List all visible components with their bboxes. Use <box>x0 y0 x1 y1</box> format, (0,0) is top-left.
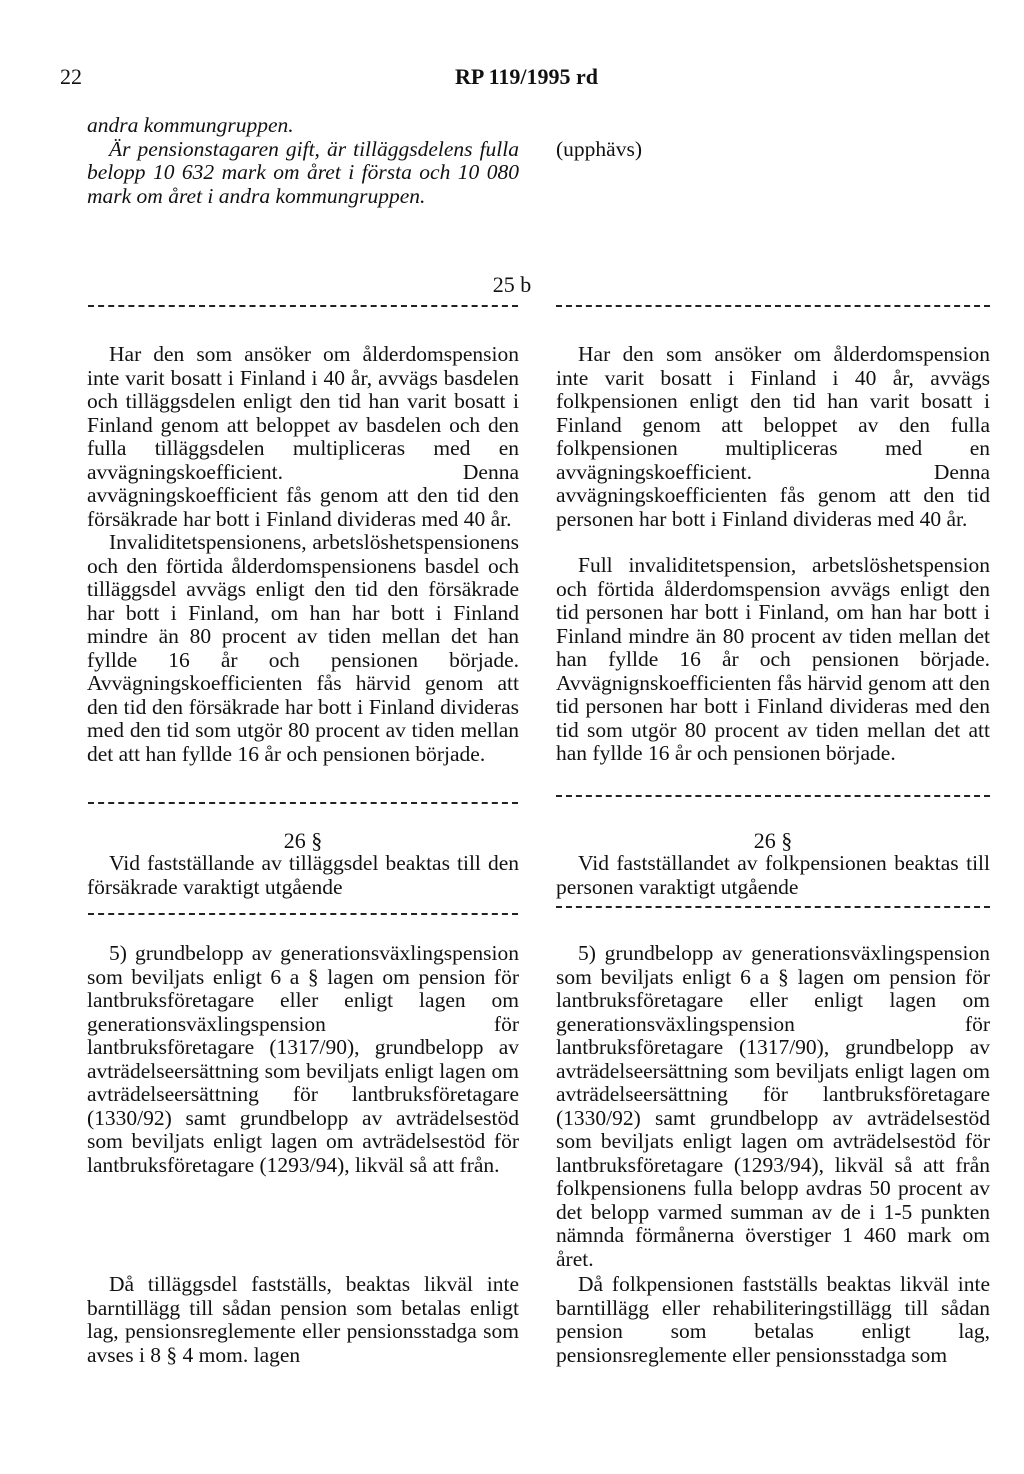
paragraph: Då folkpensionen fastställs beaktas likväl inte barntillägg eller rehabiliteringstillägg till sådan pension som betalas enligt lag, pensionsreglemente eller pensionsstadga som <box>556 1272 990 1367</box>
repealed-note: (upphävs) <box>556 137 642 161</box>
paragraph: Vid fastställande av tilläggsdel beaktas till den försäkrade varaktigt utgående <box>87 851 519 899</box>
paragraph: 5) grundbelopp av generationsväxlingspension som beviljats enligt 6 a § lagen om pension för lantbruksföretagare eller enligt lagen om generationsväxlingspension för lantbruksföretagare (1317/90), grundbelopp av avträdelseersättning som beviljats enligt lagen om avträdelseersättning för lantbruksföretagare (1330/92) samt grundbelopp av avträdelsestöd som beviljats enligt lagen om avträdelsestöd för lantbruksföretagare (1293/94), likväl så att från folkpensionens fulla belopp avdras 50 procent av det belopp varmed summan av de i 1-5 punkten nämnda förmånerna överstiger 1 460 mark om året. <box>556 941 990 1271</box>
section-26-left-last <box>87 1273 519 1367</box>
section-26-left-intro <box>87 852 519 899</box>
section-26-left-item5 <box>87 942 519 1177</box>
section-26-heading-right: 26 § <box>753 828 793 853</box>
section-25b-heading: 25 b <box>492 272 532 297</box>
top-right-text <box>556 138 990 162</box>
top-left-paragraph: Är pensionstagaren gift, är tilläggsdelens fulla belopp 10 632 mark om året i första och 10 080 mark om året i andra kommungruppen. <box>87 136 519 208</box>
section-25b-left <box>87 343 519 766</box>
top-left-text <box>87 114 519 208</box>
paragraph: Vid fastställandet av folkpensionen beaktas till personen varaktigt utgående <box>556 851 990 899</box>
section-26-right-last <box>556 1273 990 1367</box>
paragraph: Invaliditetspensionens, arbetslöshetspensionens och den förtida ålderdomspensionens basdel och tilläggsdel avvägs enligt den tid den försäkrade har bott i Finland, om han har bott i Finland mindre än 80 procent av tiden mellan det han fyllde 16 år och pensionen började. Avvägningskoefficienten fås härvid genom att den tid den försäkrade har bott i Finland divideras med den tid som utgör 80 procent av tiden mellan det att han fyllde 16 år och pensionen började. <box>87 530 519 766</box>
top-left-line1: andra kommungruppen. <box>87 113 294 137</box>
omission-dashes <box>88 913 518 915</box>
paragraph: Har den som ansöker om ålderdomspension inte varit bosatt i Finland i 40 år, avvägs folkpensionen enligt den tid han varit bosatt i Finland genom att beloppet av den fulla folkpensionen multipliceras med en avvägningskoefficient. Denna avvägningskoefficienten fås genom att den tid personen har bott i Finland divideras med 40 år. <box>556 342 990 531</box>
omission-dashes <box>556 795 990 797</box>
paragraph: Då tilläggsdel fastställs, beaktas likväl inte barntillägg till sådan pension som betalas enligt lag, pensionsreglemente eller pensionsstadga som avses i 8 § 4 mom. lagen <box>87 1272 519 1367</box>
paragraph: 5) grundbelopp av generationsväxlingspension som beviljats enligt 6 a § lagen om pension för lantbruksföretagare eller enligt lagen om generationsväxlingspension för lantbruksföretagare (1317/90), grundbelopp av avträdelseersättning som beviljats enligt lagen om avträdelseersättning för lantbruksföretagare (1330/92) samt grundbelopp av avträdelsestöd som beviljats enligt lagen om avträdelsestöd för lantbruksföretagare (1293/94), likväl så att från. <box>87 941 519 1177</box>
document-id: RP 119/1995 rd <box>455 64 599 89</box>
section-26-right-intro <box>556 852 990 899</box>
page-number: 22 <box>60 64 82 89</box>
omission-dashes <box>88 802 518 804</box>
omission-dashes <box>556 906 990 908</box>
section-25b-right <box>556 343 990 766</box>
omission-dashes <box>556 305 990 307</box>
paragraph: Har den som ansöker om ålderdomspension inte varit bosatt i Finland i 40 år, avvägs basdelen och tilläggsdelen enligt den tid han varit bosatt i Finland genom att beloppet av basdelen och den fulla tilläggsdelen multipliceras med en avvägningskoefficient. Denna avvägningskoefficient fås genom att den tid den försäkrade har bott i Finland divideras med 40 år. <box>87 342 519 531</box>
paragraph: Full invaliditetspension, arbetslöshetspension och förtida ålderdomspension avvägs enligt den tid personen har bott i Finland, om han har bott i Finland mindre än 80 procent av tiden mellan det han fyllde 16 år och pensionen började. Avvägnignskoefficienten fås härvid genom att den tid personen har bott i Finland divideras med den tid som utgör 80 procent av tiden mellan det att han fyllde 16 år och pensionen började. <box>556 553 990 765</box>
section-26-heading-left: 26 § <box>283 828 323 853</box>
section-26-right-item5 <box>556 942 990 1271</box>
omission-dashes <box>88 305 518 307</box>
